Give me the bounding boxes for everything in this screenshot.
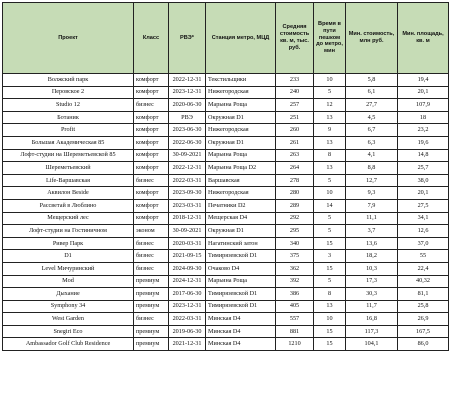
cell-avg-cost: 251: [276, 111, 314, 124]
cell-class: премиум: [134, 275, 169, 288]
cell-project: West Garden: [3, 313, 134, 326]
cell-min-area: 25,7: [398, 162, 449, 175]
cell-avg-cost: 405: [276, 300, 314, 313]
cell-avg-cost: 278: [276, 174, 314, 187]
cell-project: Перовское 2: [3, 86, 134, 99]
cell-project: Life-Варшавская: [3, 174, 134, 187]
cell-min-area: 40,32: [398, 275, 449, 288]
cell-min-area: 86,0: [398, 338, 449, 351]
header-walk-time: Время в пути пешком до метро, мин: [314, 3, 346, 74]
cell-walk-time: 14: [314, 199, 346, 212]
cell-min-cost: 11,7: [346, 300, 398, 313]
header-rve: РВЭ*: [169, 3, 206, 74]
cell-rve: 30-09-2021: [169, 149, 206, 162]
cell-class: комфорт: [134, 74, 169, 87]
cell-walk-time: 5: [314, 174, 346, 187]
cell-min-cost: 7,9: [346, 199, 398, 212]
cell-project: Ambassador Golf Club Residence: [3, 338, 134, 351]
cell-class: бизнес: [134, 250, 169, 263]
cell-avg-cost: 1210: [276, 338, 314, 351]
cell-station: Тимирязевской D1: [206, 250, 276, 263]
table-row: [3, 99, 449, 112]
cell-station: Нижегородская: [206, 86, 276, 99]
cell-rve: 2022-12-31: [169, 74, 206, 87]
table-body: [3, 74, 449, 351]
cell-project: D1: [3, 250, 134, 263]
cell-station: Марьина Роща: [206, 275, 276, 288]
cell-walk-time: 13: [314, 300, 346, 313]
cell-rve: 30-09-2021: [169, 225, 206, 238]
table-row: [3, 162, 449, 175]
cell-station: Марьина Роща: [206, 149, 276, 162]
cell-rve: 2017-06-30: [169, 288, 206, 301]
table-row: [3, 262, 449, 275]
cell-min-cost: 11,1: [346, 212, 398, 225]
table-row: [3, 124, 449, 137]
cell-project: Рассветай в Люблино: [3, 199, 134, 212]
cell-min-cost: 6,1: [346, 86, 398, 99]
cell-walk-time: 13: [314, 162, 346, 175]
cell-class: комфорт: [134, 136, 169, 149]
cell-class: комфорт: [134, 187, 169, 200]
cell-min-area: 20,1: [398, 86, 449, 99]
cell-project: Лофт-студии на Гостиничном: [3, 225, 134, 238]
cell-class: бизнес: [134, 99, 169, 112]
cell-min-cost: 27,7: [346, 99, 398, 112]
cell-avg-cost: 261: [276, 136, 314, 149]
header-row: [3, 3, 449, 74]
cell-min-cost: 17,3: [346, 275, 398, 288]
cell-min-area: 23,2: [398, 124, 449, 137]
cell-station: Окружная D1: [206, 225, 276, 238]
cell-min-cost: 16,8: [346, 313, 398, 326]
cell-station: Печатники D2: [206, 199, 276, 212]
cell-min-cost: 8,8: [346, 162, 398, 175]
header-avg-cost: Средняя стоимость кв. м, тыс. руб.: [276, 3, 314, 74]
cell-project: Ривер Парк: [3, 237, 134, 250]
table-row: [3, 199, 449, 212]
cell-avg-cost: 260: [276, 124, 314, 137]
cell-min-area: 26,9: [398, 313, 449, 326]
cell-rve: 2023-12-31: [169, 300, 206, 313]
table-row: [3, 237, 449, 250]
cell-class: комфорт: [134, 199, 169, 212]
table-row: [3, 74, 449, 87]
cell-project: Mod: [3, 275, 134, 288]
cell-walk-time: 5: [314, 225, 346, 238]
cell-walk-time: 10: [314, 187, 346, 200]
cell-min-area: 12,6: [398, 225, 449, 238]
cell-project: Дыхание: [3, 288, 134, 301]
cell-project: Level Мичуринский: [3, 262, 134, 275]
table-row: [3, 174, 449, 187]
cell-class: эконом: [134, 225, 169, 238]
cell-walk-time: 13: [314, 136, 346, 149]
cell-min-cost: 12,7: [346, 174, 398, 187]
cell-class: бизнес: [134, 174, 169, 187]
cell-min-cost: 104,1: [346, 338, 398, 351]
cell-avg-cost: 362: [276, 262, 314, 275]
table-row: [3, 313, 449, 326]
cell-walk-time: 8: [314, 149, 346, 162]
cell-station: Тимирязевской D1: [206, 288, 276, 301]
cell-rve: 2021-09-15: [169, 250, 206, 263]
cell-min-area: 81,1: [398, 288, 449, 301]
cell-min-area: 19,4: [398, 74, 449, 87]
cell-rve: 2024-09-30: [169, 262, 206, 275]
cell-class: комфорт: [134, 86, 169, 99]
cell-station: Нижегородская: [206, 124, 276, 137]
cell-min-area: 34,1: [398, 212, 449, 225]
cell-rve: 2020-03-31: [169, 237, 206, 250]
cell-min-cost: 9,3: [346, 187, 398, 200]
cell-avg-cost: 292: [276, 212, 314, 225]
cell-station: Нижегородская: [206, 187, 276, 200]
cell-rve: 2021-12-31: [169, 338, 206, 351]
table-row: [3, 275, 449, 288]
cell-min-area: 38,0: [398, 174, 449, 187]
cell-rve: 2019-06-30: [169, 325, 206, 338]
cell-min-area: 18: [398, 111, 449, 124]
cell-rve: 2023-06-30: [169, 124, 206, 137]
cell-min-area: 20,1: [398, 187, 449, 200]
table-row: [3, 212, 449, 225]
cell-station: Варшавская: [206, 174, 276, 187]
table-row: [3, 325, 449, 338]
cell-walk-time: 10: [314, 313, 346, 326]
cell-class: бизнес: [134, 313, 169, 326]
cell-walk-time: 13: [314, 111, 346, 124]
table-row: [3, 187, 449, 200]
cell-class: комфорт: [134, 124, 169, 137]
table-row: [3, 136, 449, 149]
cell-station: Минская D4: [206, 338, 276, 351]
cell-rve: 2022-03-31: [169, 174, 206, 187]
cell-walk-time: 5: [314, 212, 346, 225]
table-row: [3, 250, 449, 263]
cell-walk-time: 12: [314, 99, 346, 112]
cell-rve: 2018-12-31: [169, 212, 206, 225]
cell-avg-cost: 233: [276, 74, 314, 87]
cell-min-area: 19,6: [398, 136, 449, 149]
cell-min-cost: 4,5: [346, 111, 398, 124]
cell-avg-cost: 263: [276, 149, 314, 162]
cell-station: Мещерская D4: [206, 212, 276, 225]
cell-avg-cost: 881: [276, 325, 314, 338]
table-row: [3, 300, 449, 313]
table-row: [3, 288, 449, 301]
cell-avg-cost: 280: [276, 187, 314, 200]
cell-rve: 2023-03-31: [169, 199, 206, 212]
cell-rve: 2022-03-31: [169, 313, 206, 326]
cell-walk-time: 15: [314, 237, 346, 250]
cell-station: Минская D4: [206, 313, 276, 326]
cell-min-cost: 4,1: [346, 149, 398, 162]
cell-walk-time: 10: [314, 74, 346, 87]
cell-rve: РВЭ: [169, 111, 206, 124]
cell-walk-time: 15: [314, 262, 346, 275]
cell-class: премиум: [134, 288, 169, 301]
cell-min-cost: 6,3: [346, 136, 398, 149]
table-row: [3, 111, 449, 124]
cell-project: Шереметьевский: [3, 162, 134, 175]
cell-project: Лофт-студии на Шереметьевской 85: [3, 149, 134, 162]
cell-avg-cost: 264: [276, 162, 314, 175]
cell-project: Symphony 34: [3, 300, 134, 313]
cell-walk-time: 8: [314, 288, 346, 301]
cell-avg-cost: 295: [276, 225, 314, 238]
cell-walk-time: 5: [314, 86, 346, 99]
cell-project: Большая Академическая 85: [3, 136, 134, 149]
header-min-cost: Мин. стоимость, млн руб.: [346, 3, 398, 74]
cell-station: Минская D4: [206, 325, 276, 338]
cell-rve: 2023-12-31: [169, 86, 206, 99]
cell-min-cost: 117,3: [346, 325, 398, 338]
header-project: Проект: [3, 3, 134, 74]
cell-min-cost: 18,2: [346, 250, 398, 263]
cell-avg-cost: 340: [276, 237, 314, 250]
cell-min-area: 167,5: [398, 325, 449, 338]
cell-walk-time: 9: [314, 124, 346, 137]
cell-project: Волжский парк: [3, 74, 134, 87]
header-min-area: Мин. площадь, кв. м: [398, 3, 449, 74]
cell-station: Марьина Роща: [206, 99, 276, 112]
cell-min-cost: 13,6: [346, 237, 398, 250]
cell-min-area: 27,5: [398, 199, 449, 212]
cell-avg-cost: 386: [276, 288, 314, 301]
cell-min-area: 55: [398, 250, 449, 263]
cell-rve: 2022-12-31: [169, 162, 206, 175]
cell-class: бизнес: [134, 237, 169, 250]
cell-min-area: 14,8: [398, 149, 449, 162]
cell-min-area: 22,4: [398, 262, 449, 275]
cell-rve: 2024-12-31: [169, 275, 206, 288]
table-row: [3, 338, 449, 351]
cell-station: Окружная D1: [206, 136, 276, 149]
cell-station: Текстильщики: [206, 74, 276, 87]
cell-project: Profit: [3, 124, 134, 137]
cell-walk-time: 15: [314, 338, 346, 351]
new-buildings-table: [2, 2, 449, 351]
cell-rve: 2022-06-30: [169, 136, 206, 149]
cell-project: Studio 12: [3, 99, 134, 112]
cell-avg-cost: 557: [276, 313, 314, 326]
cell-project: Мещерский лес: [3, 212, 134, 225]
cell-avg-cost: 257: [276, 99, 314, 112]
cell-avg-cost: 289: [276, 199, 314, 212]
header-class: Класс: [134, 3, 169, 74]
cell-walk-time: 5: [314, 275, 346, 288]
cell-class: премиум: [134, 300, 169, 313]
cell-station: Тимирязевской D1: [206, 300, 276, 313]
data-table-container: [2, 2, 448, 351]
cell-class: комфорт: [134, 149, 169, 162]
cell-walk-time: 15: [314, 325, 346, 338]
cell-min-cost: 3,7: [346, 225, 398, 238]
cell-min-cost: 6,7: [346, 124, 398, 137]
cell-project: Аквилон Beside: [3, 187, 134, 200]
cell-class: бизнес: [134, 262, 169, 275]
cell-min-area: 25,8: [398, 300, 449, 313]
cell-min-area: 107,9: [398, 99, 449, 112]
cell-class: комфорт: [134, 111, 169, 124]
cell-avg-cost: 240: [276, 86, 314, 99]
cell-walk-time: 3: [314, 250, 346, 263]
cell-station: Окружная D1: [206, 111, 276, 124]
cell-min-cost: 30,3: [346, 288, 398, 301]
table-row: [3, 86, 449, 99]
cell-project: Ботаник: [3, 111, 134, 124]
cell-avg-cost: 375: [276, 250, 314, 263]
table-header: [3, 3, 449, 74]
cell-avg-cost: 392: [276, 275, 314, 288]
cell-station: Очаково D4: [206, 262, 276, 275]
cell-min-area: 37,0: [398, 237, 449, 250]
cell-class: премиум: [134, 338, 169, 351]
cell-min-cost: 10,3: [346, 262, 398, 275]
table-row: [3, 225, 449, 238]
cell-min-cost: 5,8: [346, 74, 398, 87]
header-station: Станция метро, МЦД: [206, 3, 276, 74]
table-row: [3, 149, 449, 162]
cell-class: премиум: [134, 325, 169, 338]
cell-station: Марьина Роща D2: [206, 162, 276, 175]
cell-station: Нагатинский затон: [206, 237, 276, 250]
cell-rve: 2020-06-30: [169, 99, 206, 112]
cell-class: комфорт: [134, 212, 169, 225]
cell-rve: 2023-09-30: [169, 187, 206, 200]
cell-class: комфорт: [134, 162, 169, 175]
cell-project: Snegiri Eco: [3, 325, 134, 338]
